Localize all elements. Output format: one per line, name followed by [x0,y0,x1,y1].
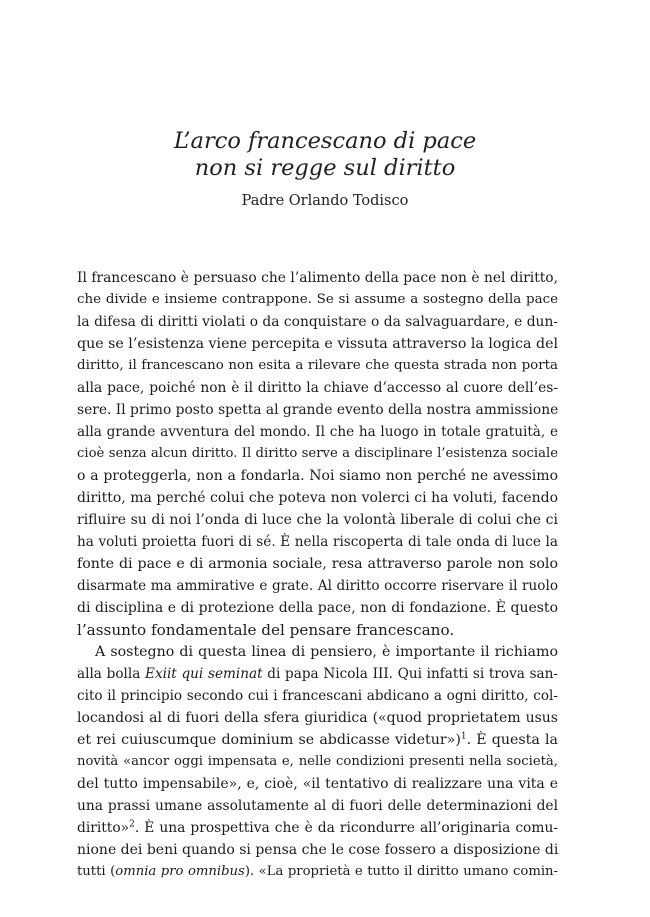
line-text: una prassi umane assolutamente al di fuori delle determinazioni del [77,798,558,814]
line-text: rifluire su di noi l’onda di luce che la volontà liberale di colui che ci [77,512,558,528]
italic-phrase: omnia pro omnibus [115,864,245,879]
body-line [77,839,558,861]
line-text: que se l’esistenza viene percepita e vissuta attraverso la logica del [77,336,558,352]
line-text: di papa Nicola III. Qui infatti si trova san- [262,666,558,682]
author-name: Padre Orlando Todisco [241,193,409,209]
chapter-title-line-2: non si regge sul diritto [194,155,456,181]
line-text: di disciplina e di protezione della pace, non di fondazione. È questo [77,600,558,616]
body-line [77,267,558,289]
line-text: . È questa la [466,732,558,748]
line-text: alla bolla [77,666,146,682]
line-text: . È una prospettiva che è da ricondurre all’originaria comu- [134,820,558,836]
line-text: o a proteggerla, non a fondarla. Noi siamo non perché ne avessimo [77,468,558,484]
line-text: novità «ancor oggi impensata e, nelle condizioni presenti nella società, [77,754,558,769]
line-text: ha voluti proietta fuori di sé. È nella riscoperta di tale onda di luce la [77,534,558,550]
body-line [77,377,558,399]
body-line [77,597,558,619]
body-line [77,729,558,751]
body-line [77,685,558,707]
footnote-marker: 2 [129,819,135,830]
line-text: che divide e insieme contrappone. Se si assume a sostegno della pace [77,292,558,307]
line-text: alla grande avventura del mondo. Il che ha luogo in totale gratuità, e [77,424,558,440]
body-line [77,289,558,311]
body-line [77,575,558,597]
line-text: diritto, il francescano non esita a rilevare che questa strada non porta [77,358,558,373]
body-line [77,355,558,377]
line-text: cito il principio secondo cui i francescani abdicano a ogni diritto, col- [77,688,558,704]
body-line [77,465,558,487]
body-line [77,663,558,685]
body-line [77,773,558,795]
chapter-title-line-1: L’arco francescano di pace [173,128,477,154]
line-text: sere. Il primo posto spetta al grande evento della nostra ammissione [77,402,558,418]
line-text: del tutto impensabile», e, cioè, «il tentativo di realizzare una vita e [77,776,558,792]
line-text: A sostegno di questa linea di pensiero, è importante il richiamo [95,644,558,660]
line-text: nione dei beni quando si pensa che le cose fossero a disposizione di [77,842,558,858]
body-line [77,751,558,773]
body-line [77,487,558,509]
body-line [77,311,558,333]
footnote-marker: 1 [460,731,467,742]
body-line [77,861,558,883]
body-line [77,641,558,663]
line-text: tutti ( [77,864,116,879]
body-line [77,795,558,817]
body-line [77,399,558,421]
body-line [77,619,558,641]
body-line [77,553,558,575]
line-text: diritto» [77,820,130,836]
line-text: alla pace, poiché non è il diritto la chiave d’accesso al cuore dell’es- [77,380,558,396]
line-text: ). «La proprietà e tutto il diritto umano comin- [244,864,558,879]
line-text: fonte di pace e di armonia sociale, resa attraverso parole non solo [77,556,558,572]
line-text: disarmate ma ammirative e grate. Al diritto occorre riservare il ruolo [77,578,558,594]
body-line [77,817,558,839]
line-text: la difesa di diritti violati o da conquistare o da salvaguardare, e dun- [77,314,558,330]
body-line [77,333,558,355]
line-text: cioè senza alcun diritto. Il diritto serve a disciplinare l’esistenza sociale [77,446,558,461]
body-line [77,531,558,553]
body-line [77,443,558,465]
body-line [77,421,558,443]
body-line [77,707,558,729]
line-text: et rei cuiuscumque dominium se abdicasse videtur») [77,732,461,748]
line-text: locandosi al di fuori della sfera giuridica («quod proprietatem usus [77,710,558,726]
line-text: Il francescano è persuaso che l’alimento della pace non è nel diritto, [77,270,558,286]
body-line [77,509,558,531]
italic-title: Exiit qui seminat [145,666,263,682]
line-text: l’assunto fondamentale del pensare francescano. [77,621,455,639]
line-text: diritto, ma perché colui che poteva non volerci ci ha voluti, facendo [77,490,558,506]
